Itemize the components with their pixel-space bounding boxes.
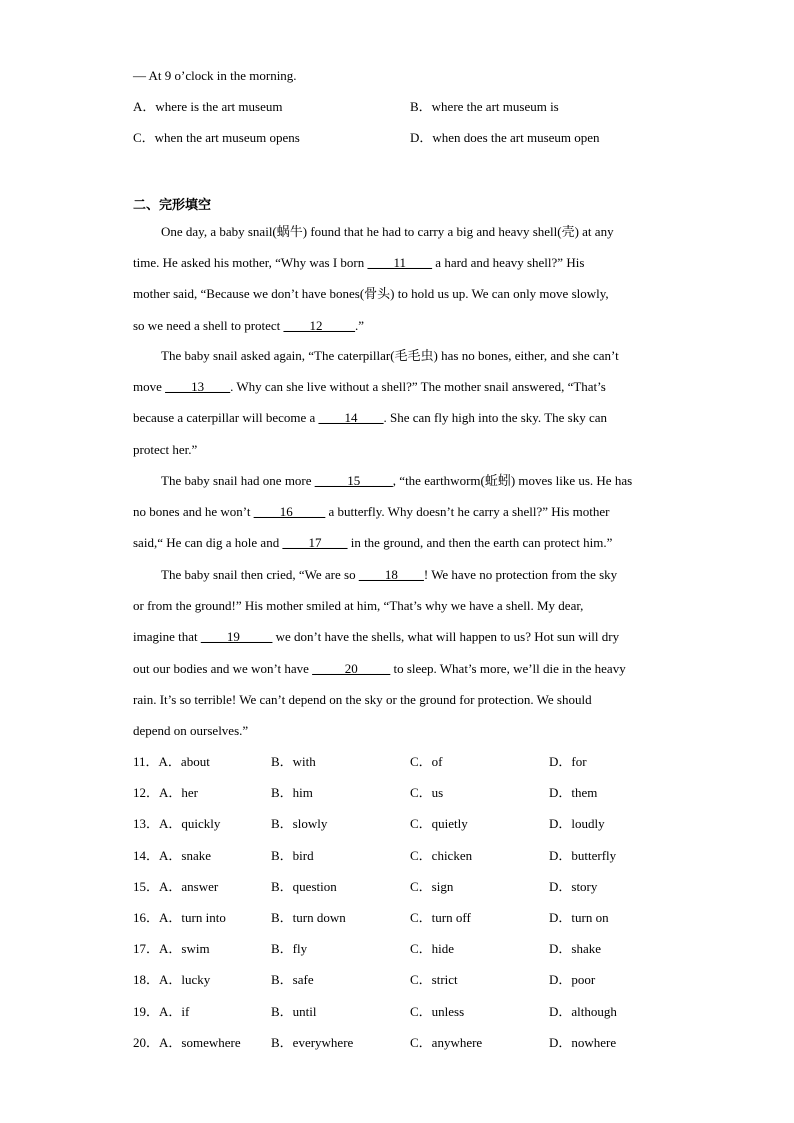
question-number-and-option-a bbox=[133, 879, 218, 895]
option-a: A．about bbox=[158, 754, 210, 769]
option-d: D．shake bbox=[549, 941, 601, 957]
passage-text: a butterfly. Why doesn’t he carry a shell?” His mother bbox=[325, 504, 610, 520]
option-b: B．turn down bbox=[271, 910, 346, 925]
passage-text: in the ground, and then the earth can protect him.” bbox=[347, 535, 613, 551]
option-c: C．hide bbox=[410, 941, 455, 957]
option-d: D．story bbox=[549, 878, 598, 894]
passage-line: mother said, “Because we don’t have bones(骨头) to hold us up. We can only move slowly, bbox=[133, 286, 609, 302]
passage-line bbox=[133, 255, 584, 271]
option-c: C．when the art museum opens bbox=[133, 130, 300, 145]
question-number: 16． bbox=[133, 910, 160, 925]
passage-line bbox=[133, 318, 364, 334]
passage-line bbox=[133, 410, 607, 426]
question-number: 19． bbox=[133, 1003, 160, 1019]
option-a: A．swim bbox=[159, 941, 210, 957]
option-d: D．nowhere bbox=[549, 1034, 617, 1050]
question-number-and-option-a bbox=[133, 941, 210, 957]
option-b: B．question bbox=[271, 878, 337, 894]
question-number: 17． bbox=[133, 941, 160, 957]
passage-line bbox=[133, 629, 619, 645]
option-a: A．somewhere bbox=[159, 1034, 241, 1050]
passage-text: .” bbox=[355, 317, 365, 333]
question-number-and-option-a bbox=[133, 972, 210, 988]
passage-text: no bones and he won’t bbox=[133, 504, 254, 520]
option-a: A．turn into bbox=[159, 910, 226, 925]
option-b: B．bird bbox=[271, 847, 314, 863]
option-c: C．us bbox=[410, 785, 444, 801]
blank: ____17____ bbox=[282, 535, 348, 551]
blank: ____16_____ bbox=[253, 504, 326, 520]
option-b: B．him bbox=[271, 785, 313, 801]
option-c: C．unless bbox=[410, 1003, 465, 1019]
passage-text: . Why can she live without a shell?” The mother snail answered, “That’s bbox=[230, 379, 606, 395]
option-a: A．her bbox=[159, 785, 199, 801]
passage-text: so we need a shell to protect bbox=[133, 317, 284, 333]
option-d: D．poor bbox=[549, 972, 596, 988]
passage-text: ! We have no protection from the sky bbox=[423, 567, 618, 582]
question-number: 11． bbox=[133, 754, 159, 769]
option-b: B．everywhere bbox=[271, 1034, 354, 1050]
option-d: D．turn on bbox=[549, 910, 609, 925]
option-a: A．lucky bbox=[159, 972, 211, 988]
passage-line: or from the ground!” His mother smiled at him, “That’s why we have a shell. My dear, bbox=[133, 598, 584, 614]
option-a: A．quickly bbox=[159, 816, 221, 832]
blank: ____19_____ bbox=[200, 629, 273, 645]
option-b: B．slowly bbox=[271, 816, 328, 832]
option-c: C．of bbox=[410, 754, 443, 769]
option-a: A．if bbox=[159, 1003, 190, 1019]
answer-line: — At 9 o’clock in the morning. bbox=[133, 68, 297, 83]
question-number: 12． bbox=[133, 785, 160, 801]
passage-line bbox=[161, 567, 617, 583]
option-c: C．quietly bbox=[410, 816, 468, 832]
passage-line: The baby snail asked again, “The caterpillar(毛毛虫) has no bones, either, and she can’t bbox=[161, 348, 619, 363]
passage-line bbox=[133, 535, 612, 551]
blank: ____14____ bbox=[318, 410, 384, 426]
option-b: B．with bbox=[271, 754, 316, 769]
passage-text: we don’t have the shells, what will happen to us? Hot sun will dry bbox=[272, 629, 620, 645]
passage-text: said,“ He can dig a hole and bbox=[133, 535, 283, 551]
blank: ____11____ bbox=[367, 255, 433, 271]
option-d: D．loudly bbox=[549, 816, 605, 832]
option-c: C．turn off bbox=[410, 910, 471, 925]
passage-text: . She can fly high into the sky. The sky can bbox=[383, 410, 608, 426]
passage-text: , “the earthworm(蚯蚓) moves like us. He has bbox=[392, 473, 633, 488]
passage-text: to sleep. What’s more, we’ll die in the heavy bbox=[390, 660, 626, 676]
section-heading: 二、完形填空 bbox=[133, 198, 212, 213]
blank: ____13____ bbox=[165, 379, 231, 395]
option-c: C．sign bbox=[410, 878, 454, 894]
option-b: B．until bbox=[271, 1003, 317, 1019]
blank: _____20_____ bbox=[312, 660, 391, 676]
passage-text: The baby snail had one more bbox=[161, 473, 315, 488]
passage-line: One day, a baby snail(蜗牛) found that he had to carry a big and heavy shell(壳) at any bbox=[161, 224, 614, 239]
option-a: A．where is the art museum bbox=[133, 99, 283, 114]
passage-line: rain. It’s so terrible! We can’t depend on the sky or the ground for protection. We should bbox=[133, 691, 592, 707]
option-c: C．chicken bbox=[410, 847, 473, 863]
question-number: 20． bbox=[133, 1034, 160, 1050]
question-number-and-option-a bbox=[133, 1004, 189, 1020]
option-c: C．anywhere bbox=[410, 1034, 483, 1050]
passage-line bbox=[133, 379, 606, 395]
question-number-and-option-a bbox=[133, 1035, 241, 1051]
option-d: D．although bbox=[549, 1003, 617, 1019]
option-b: B．fly bbox=[271, 941, 308, 957]
passage-line bbox=[133, 504, 609, 520]
question-number-and-option-a bbox=[133, 910, 226, 926]
passage-text: time. He asked his mother, “Why was I born bbox=[133, 255, 368, 271]
option-d: D．when does the art museum open bbox=[410, 130, 600, 145]
passage-line: protect her.” bbox=[133, 441, 198, 457]
question-number-and-option-a bbox=[133, 754, 210, 770]
option-b: B．safe bbox=[271, 972, 314, 988]
option-d: D．butterfly bbox=[549, 847, 617, 863]
passage-line bbox=[133, 661, 626, 677]
passage-line: depend on ourselves.” bbox=[133, 723, 249, 738]
option-d: D．for bbox=[549, 754, 587, 769]
passage-text: because a caterpillar will become a bbox=[133, 410, 319, 426]
passage-text: imagine that bbox=[133, 629, 201, 645]
option-a: A．snake bbox=[159, 847, 212, 863]
question-number-and-option-a bbox=[133, 816, 220, 832]
option-c: C．strict bbox=[410, 972, 458, 988]
question-number: 14． bbox=[133, 847, 160, 863]
question-number-and-option-a bbox=[133, 848, 211, 864]
option-a: A．answer bbox=[159, 878, 219, 894]
passage-text: out our bodies and we won’t have bbox=[133, 660, 313, 676]
passage-text: The baby snail then cried, “We are so bbox=[161, 567, 359, 582]
passage-line bbox=[161, 473, 632, 489]
option-b: B．where the art museum is bbox=[410, 99, 559, 114]
blank: ____12_____ bbox=[283, 317, 356, 333]
question-number: 15． bbox=[133, 878, 160, 894]
option-d: D．them bbox=[549, 785, 598, 801]
blank: _____15_____ bbox=[314, 473, 393, 488]
passage-text: a hard and heavy shell?” His bbox=[432, 255, 585, 271]
question-number: 18． bbox=[133, 972, 160, 988]
passage-text: move bbox=[133, 379, 166, 395]
question-number: 13． bbox=[133, 816, 160, 832]
blank: ____18____ bbox=[358, 567, 424, 582]
question-number-and-option-a bbox=[133, 785, 198, 801]
